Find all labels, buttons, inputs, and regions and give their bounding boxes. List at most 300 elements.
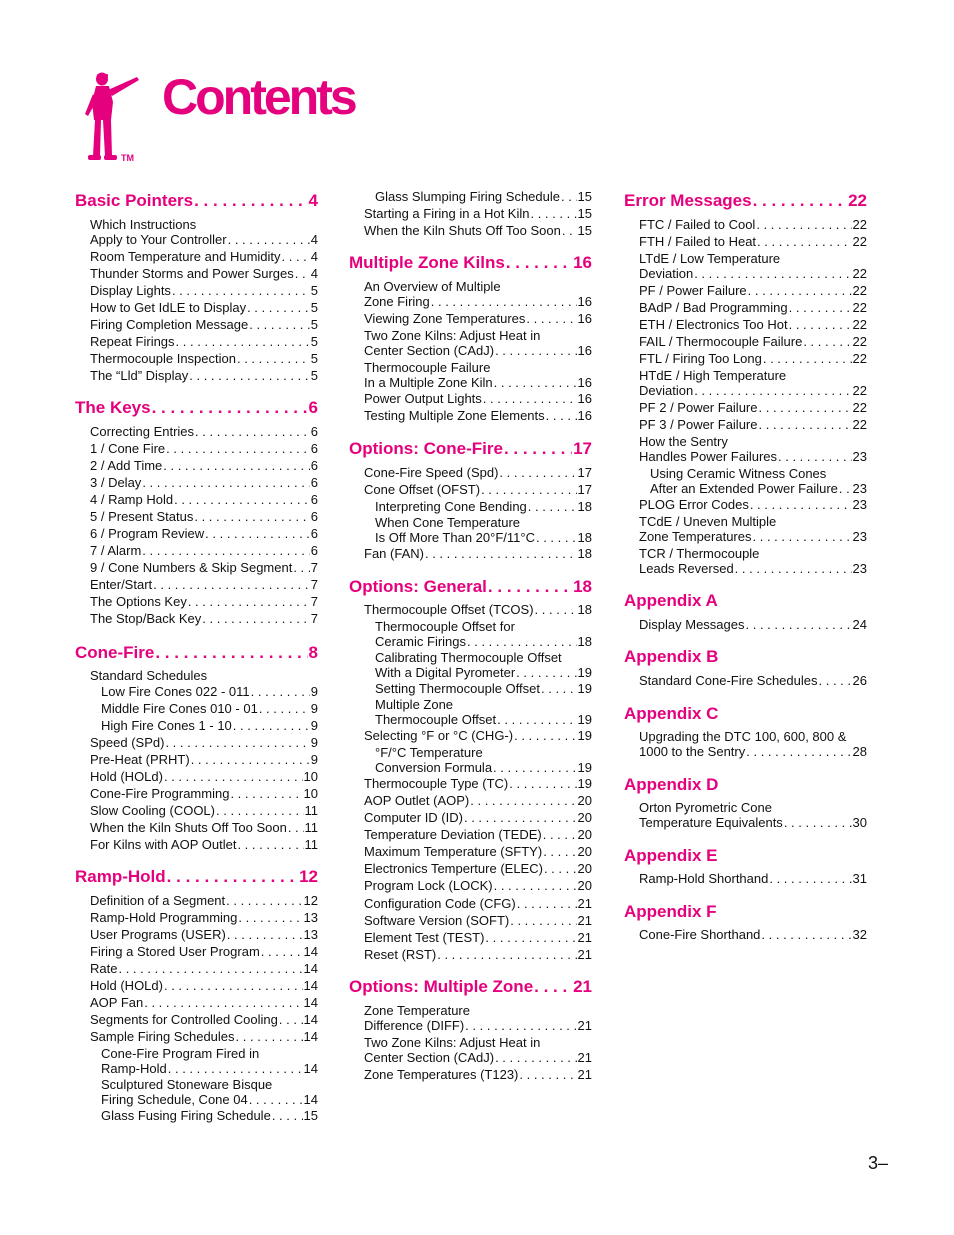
toc-page-number: 20 — [577, 810, 592, 825]
toc-page-number: 9 — [310, 718, 318, 733]
toc-entry-text: Center Section (CAdJ) — [364, 1050, 495, 1066]
toc-entry-text: Appendix A — [624, 591, 718, 610]
dot-leader — [748, 283, 852, 298]
dot-leader — [516, 665, 576, 680]
toc-page-number: 22 — [852, 283, 867, 298]
toc-page-number: 15 — [577, 206, 592, 221]
toc-section-heading — [349, 439, 592, 459]
toc-entry-text: Zone Temperatures (T123) — [364, 1067, 519, 1082]
dot-leader — [756, 217, 851, 232]
toc-entry — [624, 871, 867, 886]
toc-page-number: 5 — [310, 334, 318, 349]
toc-page-number: 22 — [852, 300, 867, 315]
toc-page-number: 32 — [852, 927, 867, 942]
dot-leader — [789, 300, 852, 315]
toc-entry — [624, 546, 867, 577]
toc-page-number: 21 — [577, 947, 592, 962]
toc-entry — [75, 266, 318, 281]
toc-entry-text: Thermocouple Offset for — [375, 619, 515, 634]
dot-leader — [839, 481, 852, 496]
toc-page-number: 11 — [304, 837, 318, 852]
toc-entry-text: Glass Slumping Firing Schedule — [375, 189, 560, 204]
toc-page-number: 9 — [310, 701, 318, 716]
dot-leader — [803, 334, 851, 349]
toc-entry-text: Cone-Fire Shorthand — [639, 927, 761, 942]
toc-entry-text: Using Ceramic Witness Cones — [650, 466, 827, 481]
toc-page-number: 5 — [310, 300, 318, 315]
toc-entry — [75, 368, 318, 383]
toc-entry-text: Repeat Firings — [90, 334, 175, 349]
toc-entry — [349, 360, 592, 391]
toc-entry — [349, 793, 592, 808]
toc-entry-text: Apply to Your Controller — [90, 232, 227, 248]
toc-entry — [349, 861, 592, 876]
dot-leader — [172, 283, 310, 298]
toc-entry — [349, 391, 592, 406]
toc-entry-text: Configuration Code (CFG) — [364, 896, 516, 911]
toc-entry-text: Conversion Formula — [375, 760, 493, 776]
dot-leader — [746, 617, 852, 632]
dot-leader — [761, 927, 851, 942]
dot-leader — [536, 530, 577, 545]
toc-page-number: 16 — [577, 343, 592, 359]
toc-entry-text: An Overview of Multiple — [364, 279, 501, 294]
toc-entry-text: Error Messages — [624, 191, 752, 210]
toc-entry-text: Options: Multiple Zone — [349, 977, 534, 996]
toc-entry — [349, 878, 592, 893]
toc-entry-text: Speed (SPd) — [90, 735, 165, 750]
toc-entry — [75, 701, 318, 716]
toc-entry — [349, 681, 592, 696]
toc-page-number: 18 — [577, 546, 592, 561]
toc-entry-text: Options: Cone-Fire — [349, 439, 503, 458]
dot-leader — [470, 793, 576, 808]
toc-entry — [75, 752, 318, 767]
toc-entry-text: 1 / Cone Fire — [90, 441, 166, 456]
toc-entry-text: AOP Fan — [90, 995, 144, 1010]
dot-leader — [759, 417, 852, 432]
toc-section-heading — [624, 591, 867, 611]
toc-entry-text: Two Zone Kilns: Adjust Heat in — [364, 328, 541, 343]
toc-page-number: 21 — [577, 930, 592, 945]
toc-entry — [349, 913, 592, 928]
dot-leader — [237, 351, 310, 366]
toc-page-number: 5 — [310, 351, 318, 366]
toc-entry — [349, 810, 592, 825]
toc-page-number: 4 — [310, 232, 318, 248]
toc-entry — [349, 776, 592, 791]
toc-entry — [624, 514, 867, 545]
dot-leader — [152, 398, 308, 418]
toc-page-number: 14 — [303, 944, 318, 959]
dot-leader — [694, 383, 851, 398]
toc-page-number: 17 — [577, 465, 592, 480]
toc-entry-text: HTdE / High Temperature — [639, 368, 787, 383]
dot-leader — [176, 334, 310, 349]
toc-entry-text: Basic Pointers — [75, 191, 194, 210]
dot-leader — [481, 482, 576, 497]
toc-page-number: 21 — [573, 977, 592, 996]
toc-entry — [624, 927, 867, 942]
toc-entry — [75, 217, 318, 248]
toc-entry-text: The Options Key — [90, 594, 187, 609]
toc-entry — [349, 499, 592, 514]
toc-entry — [75, 803, 318, 818]
dot-leader — [226, 893, 302, 908]
toc-page-number: 14 — [303, 1061, 318, 1077]
toc-entry-text: Appendix F — [624, 902, 717, 921]
toc-entry — [349, 279, 592, 310]
toc-entry-text: LTdE / Low Temperature — [639, 251, 781, 266]
toc-entry-text: Multiple Zone — [375, 697, 454, 712]
toc-entry-text: Correcting Entries — [90, 424, 195, 439]
dot-leader — [465, 1018, 576, 1033]
dot-leader — [189, 368, 310, 383]
toc-entry-text: Firing a Stored User Program — [90, 944, 260, 959]
dot-leader — [485, 930, 576, 945]
dot-leader — [227, 927, 303, 942]
toc-entry — [75, 424, 318, 439]
toc-entry-text: Upgrading the DTC 100, 600, 800 & — [639, 729, 847, 744]
dot-leader — [259, 701, 310, 716]
toc-section-heading — [624, 775, 867, 795]
toc-entry-text: Temperature Equivalents — [639, 815, 783, 831]
toc-entry — [75, 820, 318, 835]
toc-entry-text: Ramp-Hold — [101, 1061, 167, 1077]
toc-entry-text: Program Lock (LOCK) — [364, 878, 493, 893]
toc-page-number: 13 — [303, 927, 318, 942]
toc-entry — [349, 206, 592, 221]
toc-page-number: 7 — [310, 594, 318, 609]
dot-leader — [517, 896, 577, 911]
toc-entry-text: The “Lld” Display — [90, 368, 189, 383]
toc-page-number: 23 — [852, 481, 867, 497]
toc-entry-text: Deviation — [639, 266, 694, 282]
toc-entry — [349, 930, 592, 945]
toc-entry-text: Power Output Lights — [364, 391, 482, 406]
toc-page-number: 19 — [577, 760, 592, 776]
toc-entry — [75, 317, 318, 332]
toc-entry — [349, 844, 592, 859]
toc-page-number: 16 — [577, 375, 592, 391]
toc-page-number: 20 — [577, 844, 592, 859]
toc-page-number: 9 — [310, 735, 318, 750]
toc-entry-text: PF / Power Failure — [639, 283, 747, 298]
toc-page-number: 15 — [577, 223, 592, 238]
toc-entry — [75, 786, 318, 801]
toc-entry — [75, 684, 318, 699]
toc-entry — [349, 619, 592, 650]
dot-leader — [494, 375, 577, 390]
toc-entry — [349, 1003, 592, 1034]
toc-entry-text: Multiple Zone Kilns — [349, 253, 505, 272]
toc-entry-text: Is Off More Than 20°F/11°C — [375, 530, 535, 546]
toc-entry-text: FTH / Failed to Heat — [639, 234, 757, 249]
dot-leader — [238, 910, 302, 925]
toc-entry — [75, 978, 318, 993]
dot-leader — [519, 1067, 576, 1082]
toc-entry-text: Two Zone Kilns: Adjust Heat in — [364, 1035, 541, 1050]
toc-entry — [75, 441, 318, 456]
dot-leader — [543, 827, 577, 842]
toc-entry — [75, 718, 318, 733]
toc-page-number: 21 — [577, 1067, 592, 1082]
toc-entry-text: Deviation — [639, 383, 694, 399]
toc-entry-text: Cone Offset (OFST) — [364, 482, 481, 497]
toc-entry — [624, 334, 867, 349]
toc-section-heading — [75, 191, 318, 211]
dot-leader — [164, 978, 303, 993]
toc-page-number: 17 — [577, 482, 592, 497]
dot-leader — [483, 391, 577, 406]
toc-entry-text: Ramp-Hold Shorthand — [639, 871, 769, 886]
dot-leader — [272, 1108, 303, 1123]
toc-page-number: 14 — [303, 1029, 318, 1044]
toc-entry-text: Display Lights — [90, 283, 171, 298]
dot-leader — [510, 913, 576, 928]
toc-page-number: 20 — [577, 861, 592, 876]
toc-section-heading — [75, 643, 318, 663]
toc-entry — [624, 729, 867, 760]
toc-entry-text: Orton Pyrometric Cone — [639, 800, 772, 815]
toc-entry-text: Selecting °F or °C (CHG-) — [364, 728, 514, 743]
toc-entry-text: With a Digital Pyrometer — [375, 665, 516, 681]
toc-page-number: 15 — [303, 1108, 318, 1123]
toc-entry-text: Hold (HOLd) — [90, 769, 163, 784]
toc-entry-text: Electronics Temperture (ELEC) — [364, 861, 543, 876]
dot-leader — [142, 475, 309, 490]
dot-leader — [506, 253, 572, 273]
toc-entry — [75, 927, 318, 942]
dot-leader — [236, 1029, 303, 1044]
toc-entry — [624, 673, 867, 688]
toc-entry-text: Glass Fusing Firing Schedule — [101, 1108, 271, 1123]
toc-page-number: 21 — [577, 913, 592, 928]
toc-entry-text: Which Instructions — [90, 217, 197, 232]
toc-page-number: 20 — [577, 793, 592, 808]
toc-entry — [75, 1046, 318, 1077]
toc-entry — [75, 1108, 318, 1123]
toc-entry — [75, 668, 318, 683]
dot-leader — [155, 643, 307, 663]
toc-entry — [75, 837, 318, 852]
toc-page-number: 16 — [573, 253, 592, 272]
toc-entry-text: Display Messages — [639, 617, 745, 632]
toc-page-number: 10 — [303, 769, 318, 784]
toc-entry-text: Zone Temperature — [364, 1003, 470, 1018]
toc-entry — [624, 368, 867, 399]
toc-entry — [624, 217, 867, 232]
dot-leader — [543, 844, 576, 859]
toc-entry — [624, 800, 867, 831]
toc-entry-text: 5 / Present Status — [90, 509, 194, 524]
toc-entry-text: When the Kiln Shuts Off Too Soon — [90, 820, 287, 835]
dot-leader — [784, 815, 852, 830]
dot-leader — [534, 977, 572, 997]
toc-entry-text: User Programs (USER) — [90, 927, 226, 942]
dot-leader — [789, 317, 852, 332]
dot-leader — [561, 189, 577, 204]
toc-entry-text: Enter/Start — [90, 577, 153, 592]
toc-entry-text: Interpreting Cone Bending — [375, 499, 527, 514]
toc-entry — [349, 697, 592, 728]
toc-entry-text: PF 3 / Power Failure — [639, 417, 758, 432]
toc-page-number: 6 — [308, 398, 318, 417]
toc-entry-text: Temperature Deviation (TEDE) — [364, 827, 542, 842]
toc-entry-text: Ramp-Hold Programming — [90, 910, 238, 925]
toc-entry — [349, 947, 592, 962]
toc-page-number: 10 — [303, 786, 318, 801]
dot-leader — [295, 266, 310, 281]
toc-page-number: 16 — [577, 391, 592, 406]
toc-page-number: 28 — [852, 744, 867, 760]
toc-entry — [349, 223, 592, 238]
toc-entry-text: Standard Cone-Fire Schedules — [639, 673, 818, 688]
toc-entry-text: 1000 to the Sentry — [639, 744, 746, 760]
toc-entry — [75, 351, 318, 366]
toc-page-number: 8 — [308, 643, 318, 662]
toc-page-number: 24 — [852, 617, 867, 632]
toc-page-number: 19 — [577, 728, 592, 743]
toc-page-number: 12 — [303, 893, 318, 908]
toc-entry-text: PF 2 / Power Failure — [639, 400, 758, 415]
toc-page-number: 19 — [577, 712, 592, 728]
toc-page-number: 15 — [577, 189, 592, 204]
dot-leader — [293, 560, 309, 575]
toc-entry-text: Starting a Firing in a Hot Kiln — [364, 206, 530, 221]
toc-entry-text: Sculptured Stoneware Bisque — [101, 1077, 273, 1092]
dot-leader — [526, 311, 576, 326]
toc-page-number: 19 — [577, 776, 592, 791]
dot-leader — [144, 995, 302, 1010]
toc-page-number: 21 — [577, 896, 592, 911]
toc-entry — [75, 1077, 318, 1108]
toc-entry-text: How to Get IdLE to Display — [90, 300, 247, 315]
dot-leader — [164, 769, 303, 784]
toc-entry-text: Standard Schedules — [90, 668, 208, 683]
toc-entry-text: Element Test (TEST) — [364, 930, 485, 945]
toc-page-number: 30 — [852, 815, 867, 831]
toc-entry — [349, 745, 592, 776]
toc-entry — [75, 611, 318, 626]
toc-entry-text: Thermocouple Type (TC) — [364, 776, 509, 791]
toc-entry — [75, 910, 318, 925]
toc-entry-text: Firing Completion Message — [90, 317, 249, 332]
dot-leader — [778, 449, 852, 464]
toc-page-number: 14 — [303, 961, 318, 976]
toc-page-number: 20 — [577, 878, 592, 893]
toc-entry-text: Appendix B — [624, 647, 719, 666]
toc-page-number: 21 — [577, 1050, 592, 1066]
dot-leader — [495, 1050, 576, 1065]
page-number: 3– — [868, 1153, 889, 1173]
toc-page-number: 22 — [848, 191, 867, 210]
toc-entry-text: Handles Power Failures — [639, 449, 778, 465]
toc-entry — [75, 560, 318, 575]
dot-leader — [174, 492, 310, 507]
dot-leader — [163, 458, 310, 473]
toc-page-number: 22 — [852, 400, 867, 415]
toc-entry — [75, 458, 318, 473]
toc-entry-text: Segments for Controlled Cooling — [90, 1012, 278, 1027]
dot-leader — [230, 786, 302, 801]
dot-leader — [750, 497, 852, 512]
toc-page-number: 6 — [310, 492, 318, 507]
trademark-mark: TM — [121, 153, 134, 163]
toc-entry-text: PLOG Error Codes — [639, 497, 749, 512]
toc-entry-text: In a Multiple Zone Kiln — [364, 375, 493, 391]
toc-entry-text: 9 / Cone Numbers & Skip Segment — [90, 560, 293, 575]
toc-entry — [75, 1029, 318, 1044]
toc-entry-text: Ramp-Hold — [75, 867, 166, 886]
toc-page-number: 7 — [310, 560, 318, 575]
toc-entry — [624, 434, 867, 465]
toc-entry-text: FAIL / Thermocouple Failure — [639, 334, 803, 349]
dot-leader — [769, 871, 851, 886]
toc-page-number: 5 — [310, 317, 318, 332]
toc-entry-text: Cone-Fire Programming — [90, 786, 230, 801]
toc-page-number: 16 — [577, 408, 592, 423]
dot-leader — [431, 294, 577, 309]
toc-entry-text: 4 / Ramp Hold — [90, 492, 174, 507]
toc-entry-text: After an Extended Power Failure — [650, 481, 838, 497]
dot-leader — [464, 810, 577, 825]
toc-page-number: 9 — [310, 684, 318, 699]
toc-entry — [75, 893, 318, 908]
toc-page-number: 16 — [577, 294, 592, 310]
toc-entry-text: Pre-Heat (PRHT) — [90, 752, 190, 767]
toc-section-heading — [624, 191, 867, 211]
toc-entry — [349, 465, 592, 480]
dot-leader — [233, 718, 310, 733]
toc-page-number: 31 — [852, 871, 867, 886]
toc-page-number: 13 — [303, 910, 318, 925]
toc-page-number: 18 — [577, 530, 592, 546]
dot-leader — [763, 351, 852, 366]
toc-entry-text: Cone-Fire — [75, 643, 155, 662]
toc-entry-text: Calibrating Thermocouple Offset — [375, 650, 562, 665]
toc-entry — [75, 769, 318, 784]
toc-entry — [75, 961, 318, 976]
toc-entry-text: Thermocouple Failure — [364, 360, 491, 375]
dot-leader — [153, 577, 310, 592]
dot-leader — [514, 728, 576, 743]
toc-entry — [624, 300, 867, 315]
toc-entry-text: TCR / Thermocouple — [639, 546, 760, 561]
dot-leader — [202, 611, 309, 626]
dot-leader — [228, 232, 310, 247]
dot-leader — [237, 837, 303, 852]
toc-entry-text: 2 / Add Time — [90, 458, 163, 473]
toc-entry — [349, 482, 592, 497]
toc-entry — [75, 475, 318, 490]
toc-page-number: 18 — [577, 499, 592, 514]
toc-page-number: 6 — [310, 475, 318, 490]
toc-entry-text: Cone-Fire Speed (Spd) — [364, 465, 499, 480]
toc-entry — [624, 351, 867, 366]
dot-leader — [746, 744, 851, 759]
toc-page-number: 14 — [303, 1092, 318, 1108]
dot-leader — [757, 234, 851, 249]
toc-entry-text: High Fire Cones 1 - 10 — [101, 718, 232, 733]
toc-page-number: 22 — [852, 234, 867, 249]
toc-entry-text: 7 / Alarm — [90, 543, 142, 558]
toc-entry-text: Definition of a Segment — [90, 893, 226, 908]
toc-entry — [349, 728, 592, 743]
toc-section-heading — [349, 977, 592, 997]
toc-section-heading — [75, 398, 318, 418]
toc-entry — [75, 995, 318, 1010]
